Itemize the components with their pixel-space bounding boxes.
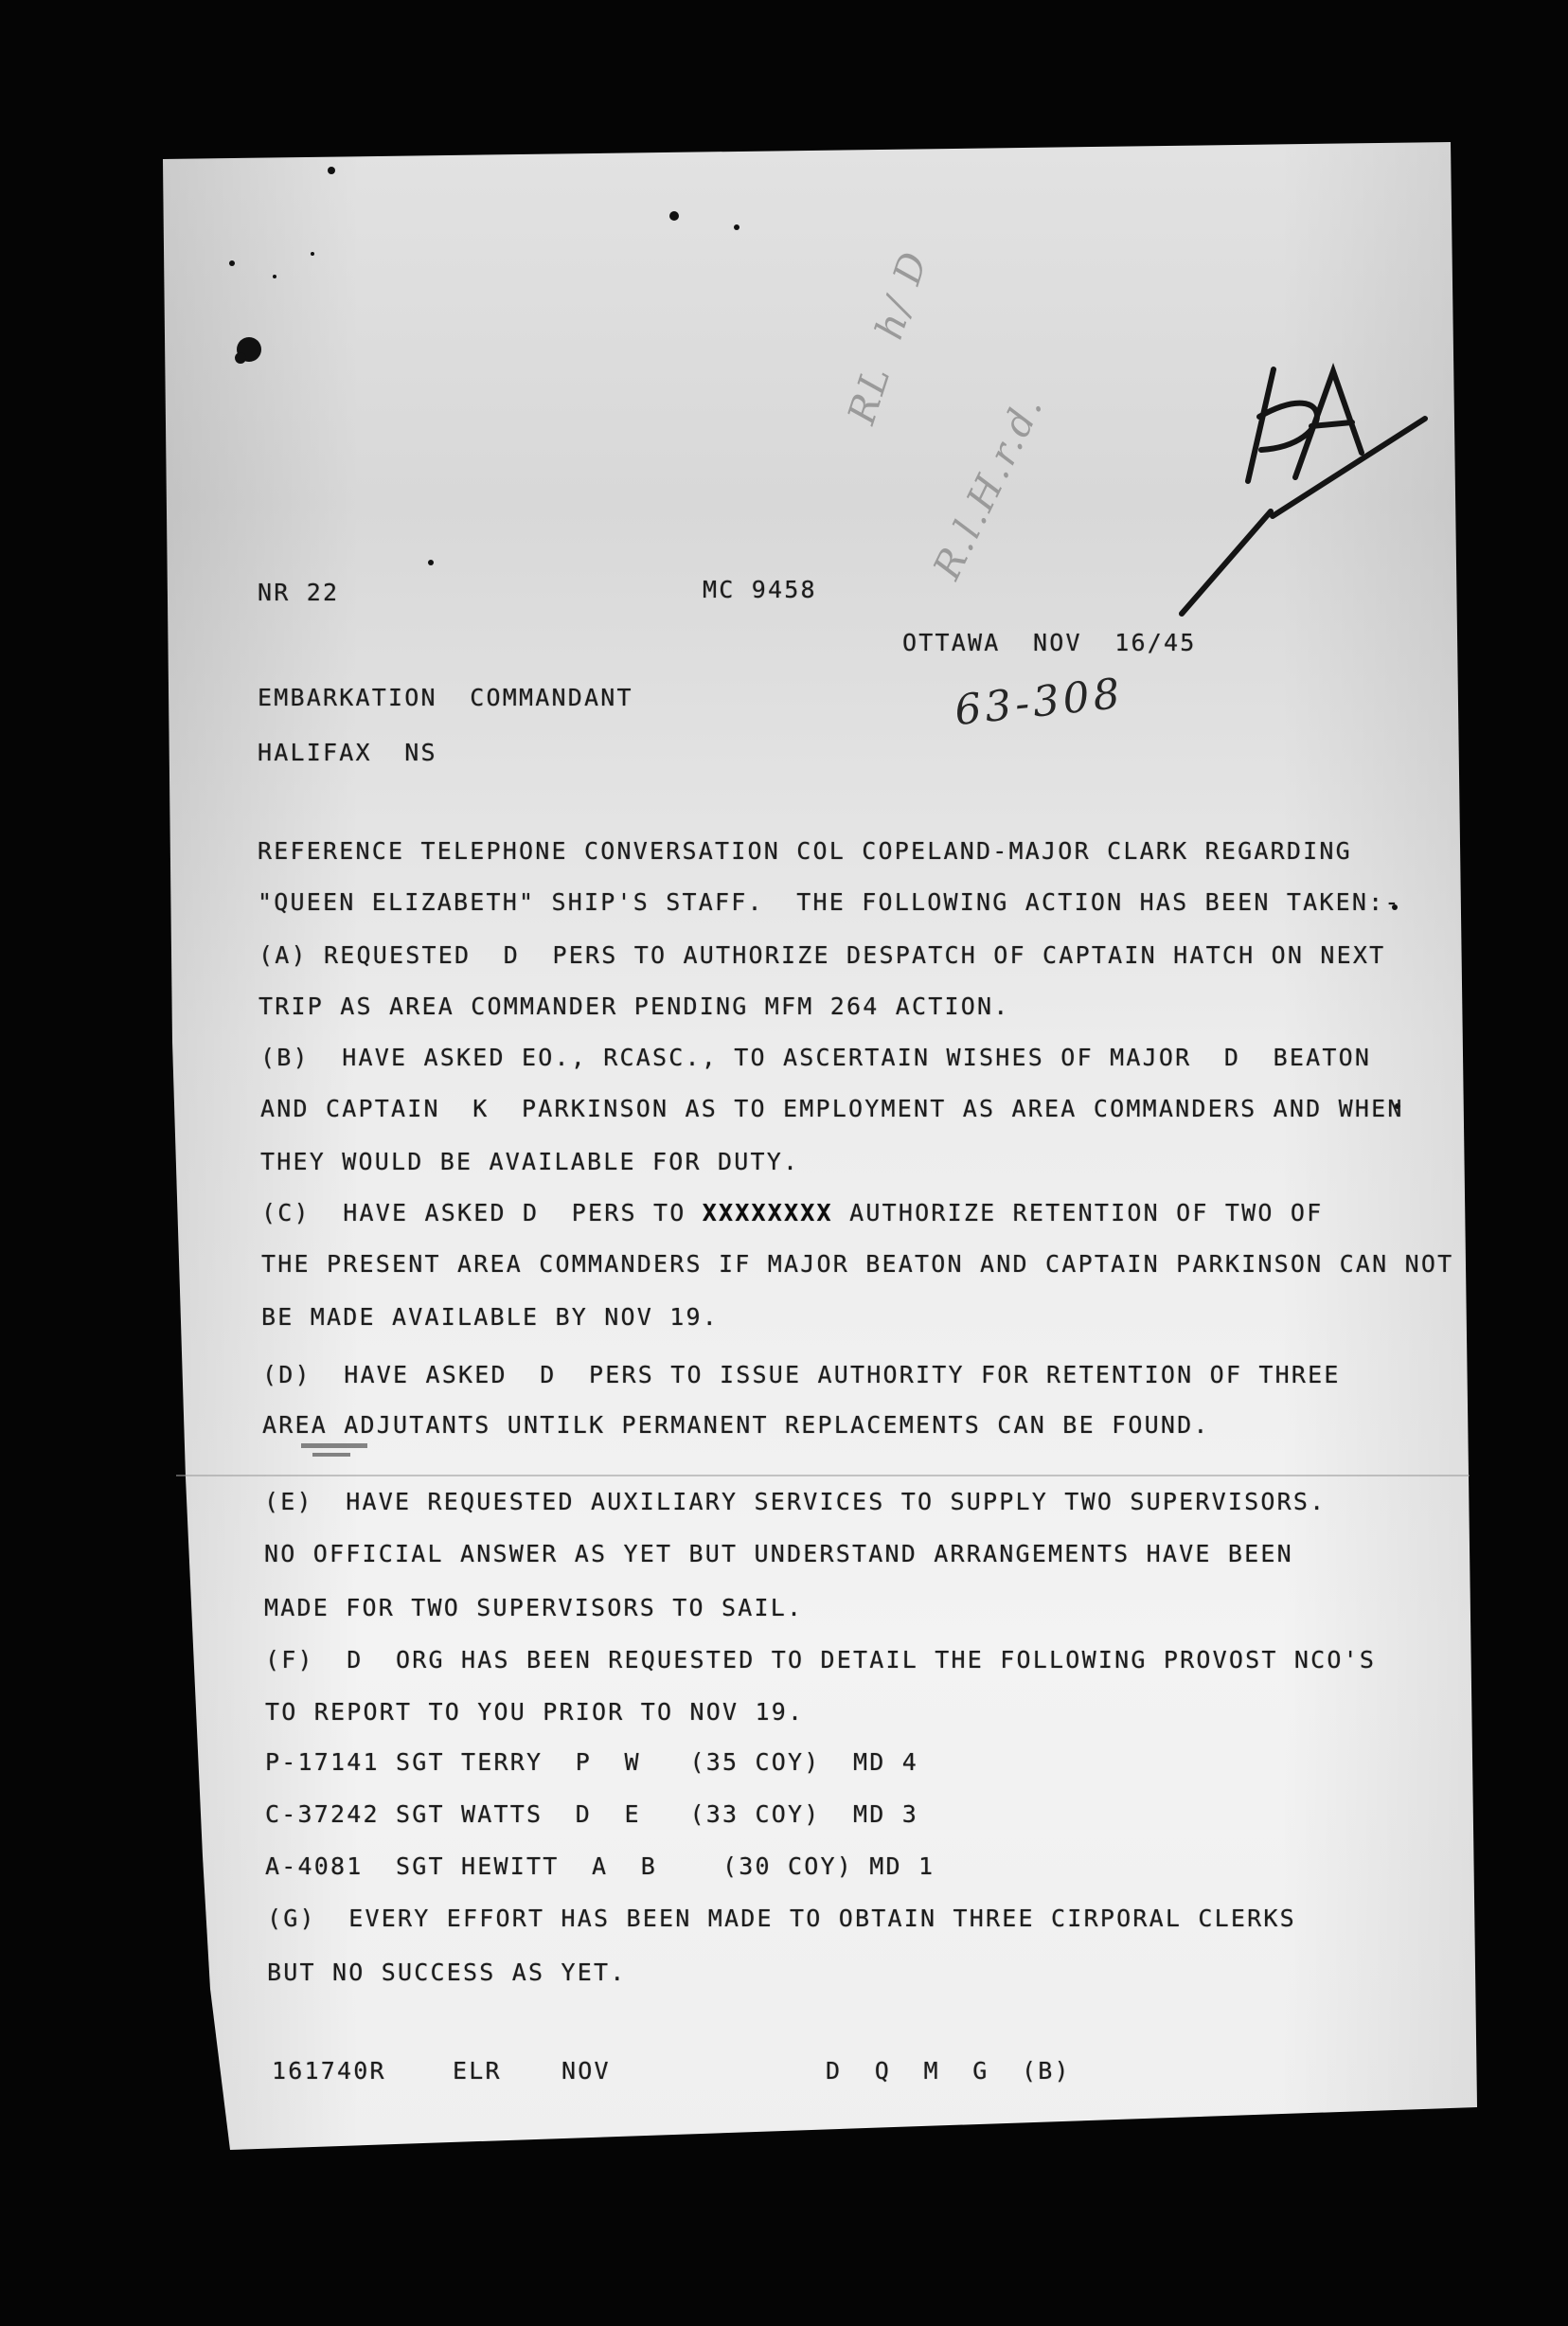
item-d-line-2: AREA ADJUTANTS UNTILK PERMANENT REPLACEMENTS CAN BE FOUND.: [262, 1411, 1210, 1439]
footer-dtg: 161740R: [272, 2057, 386, 2084]
item-g-line-2: BUT NO SUCCESS AS YET.: [267, 1959, 627, 1986]
body-intro-line-1: REFERENCE TELEPHONE CONVERSATION COL COPELAND-MAJOR CLARK REGARDING: [258, 837, 1352, 865]
mc-number: MC 9458: [703, 576, 817, 603]
footer-originator: D Q M G (B): [826, 2057, 1071, 2084]
nco-entry-1: P-17141 SGT TERRY P W (35 COY) MD 4: [265, 1748, 919, 1776]
item-e-line-3: MADE FOR TWO SUPERVISORS TO SAIL.: [264, 1594, 804, 1621]
handwritten-faint-note-2: R.l.H.r.d.: [925, 386, 1053, 586]
item-e-line-2: NO OFFICIAL ANSWER AS YET BUT UNDERSTAND ARRANGEMENTS HAVE BEEN: [264, 1540, 1293, 1567]
footer-month: NOV: [561, 2057, 611, 2084]
handwritten-file-number: 63-308: [952, 669, 1126, 736]
paper-shading: [163, 142, 1477, 2150]
item-e-line-1: (E) HAVE REQUESTED AUXILIARY SERVICES TO SUPPLY TWO SUPERVISORS.: [264, 1488, 1327, 1515]
addressee-line-1: EMBARKATION COMMANDANT: [258, 684, 633, 711]
message-number: NR 22: [258, 579, 340, 606]
item-c-line-1: [261, 1201, 1323, 1225]
item-a-line-2: TRIP AS AREA COMMANDER PENDING MFM 264 ACTION.: [258, 993, 1010, 1020]
item-f-line-1: (F) D ORG HAS BEEN REQUESTED TO DETAIL THE FOLLOWING PROVOST NCO'S: [265, 1646, 1377, 1673]
item-c-line-2: THE PRESENT AREA COMMANDERS IF MAJOR BEATON AND CAPTAIN PARKINSON CAN NOT: [261, 1250, 1454, 1278]
addressee-line-2: HALIFAX NS: [258, 739, 437, 766]
item-c-text-start: (C) HAVE ASKED D PERS TO: [261, 1199, 703, 1226]
item-c-text-end: AUTHORIZE RETENTION OF TWO OF: [832, 1199, 1324, 1226]
footer-operator: ELR: [453, 2057, 502, 2084]
item-b-line-3: THEY WOULD BE AVAILABLE FOR DUTY.: [260, 1148, 800, 1175]
nco-entry-3: A-4081 SGT HEWITT A B (30 COY) MD 1: [265, 1852, 935, 1880]
item-a-line-1: (A) REQUESTED D PERS TO AUTHORIZE DESPATCH OF CAPTAIN HATCH ON NEXT: [258, 941, 1386, 969]
place-date: OTTAWA NOV 16/45: [902, 629, 1197, 656]
item-d-line-1: (D) HAVE ASKED D PERS TO ISSUE AUTHORITY FOR RETENTION OF THREE: [262, 1361, 1341, 1388]
body-intro-line-2: "QUEEN ELIZABETH" SHIP'S STAFF. THE FOLLOWING ACTION HAS BEEN TAKEN:-: [258, 888, 1401, 916]
item-f-line-2: TO REPORT TO YOU PRIOR TO NOV 19.: [265, 1698, 805, 1726]
nco-entry-2: C-37242 SGT WATTS D E (33 COY) MD 3: [265, 1800, 919, 1828]
item-b-line-1: (B) HAVE ASKED EO., RCASC., TO ASCERTAIN WISHES OF MAJOR D BEATON: [260, 1044, 1372, 1071]
item-b-line-2: AND CAPTAIN K PARKINSON AS TO EMPLOYMENT AS AREA COMMANDERS AND WHEN: [260, 1095, 1404, 1122]
handwritten-faint-note-1: RL h/ D: [840, 244, 937, 430]
item-g-line-1: (G) EVERY EFFORT HAS BEEN MADE TO OBTAIN THREE CIRPORAL CLERKS: [267, 1905, 1296, 1932]
struck-out-text: XXXXXXXX: [702, 1199, 833, 1226]
item-c-line-3: BE MADE AVAILABLE BY NOV 19.: [261, 1303, 720, 1331]
